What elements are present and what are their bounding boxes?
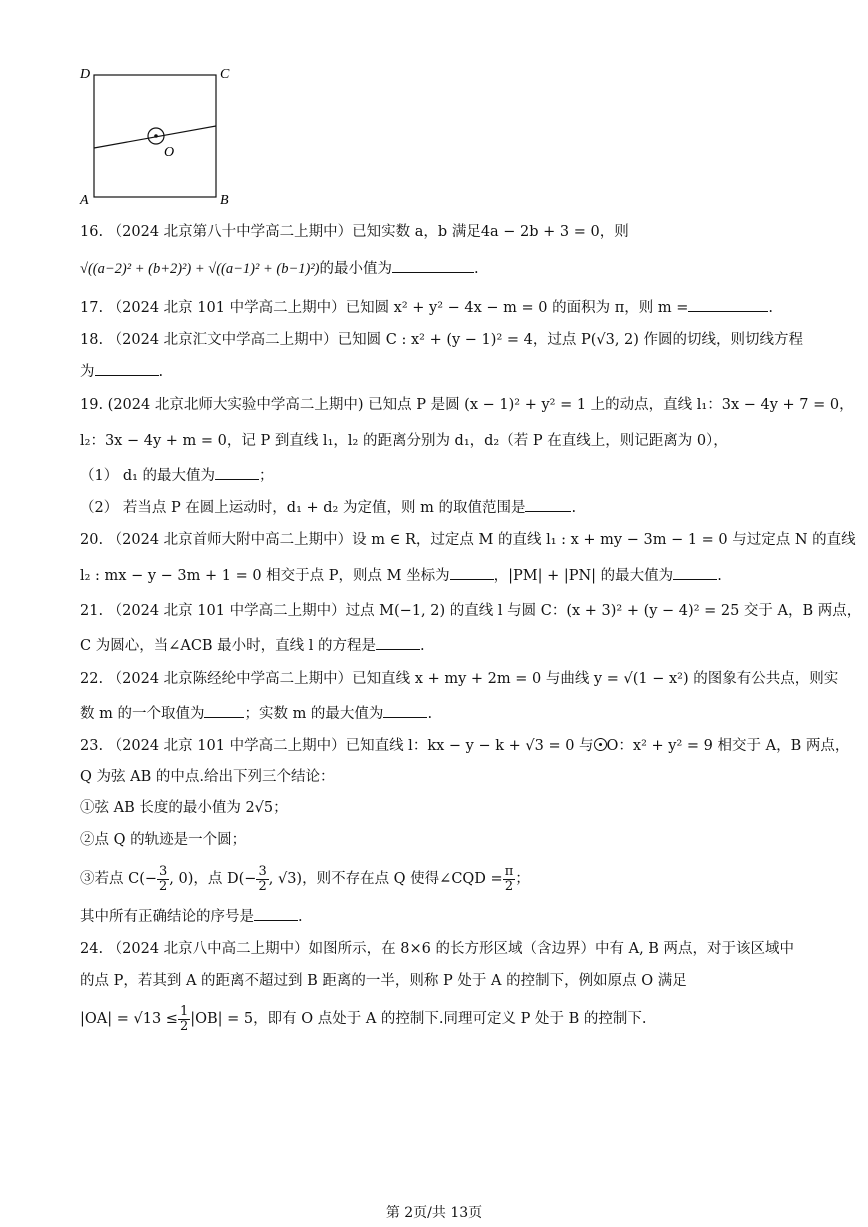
label-o: O — [164, 145, 175, 160]
q18-line1: 18. （2024 北京汇文中学高二上期中）已知圆 C : x² + (y − 1)² = 4，过点 P(√3, 2) 作圆的切线，则切线方程 — [80, 332, 804, 348]
q23-conclusion-1: ①弦 AB 长度的最小值为 2√5； — [80, 800, 288, 816]
q17-answer-blank[interactable] — [688, 297, 768, 312]
q17-line: 17. （2024 北京 101 中学高二上期中）已知圆 x² + y² − 4x − m = 0 的面积为 π，则 m = . — [80, 297, 773, 318]
q23-line6: 其中所有正确结论的序号是 . — [80, 906, 303, 927]
q19-line4: （2） 若当点 P 在圆上运动时，d₁ + d₂ 为定值，则 m 的取值范围是 . — [80, 497, 576, 518]
q24-line3: |OA| = √13 ≤ $\frac{1}{2}$ |OB| = 5，即有 O 点处于 A 的控制下.同理可定义 P 处于 B 的控制下. — [80, 1003, 647, 1034]
q24-line1: 24. （2024 北京八中高二上期中）如图所示，在 8×6 的长方形区域（含边界）中有 A, B 两点，对于该区域中 — [80, 941, 795, 957]
q22-blank-2[interactable] — [383, 703, 427, 718]
q20-blank-1[interactable] — [450, 565, 494, 580]
q16-line2: √((a−2)² + (b+2)²) + √((a−1)² + (b−1)²)的最小值为 . — [80, 258, 479, 279]
label-a: A — [80, 193, 89, 208]
q19-line1: 19. (2024 北京北师大实验中学高二上期中) 已知点 P 是圆 (x − 1)² + y² = 1 上的动点，直线 l₁：3x − 4y + 7 = 0， — [80, 397, 854, 413]
q19-line2: l₂：3x − 4y + m = 0，记 P 到直线 l₁，l₂ 的距离分别为 d₁，d₂（若 P 在直线上，则记距离为 0）， — [80, 433, 728, 449]
q16-expression: √((a−2)² + (b+2)²) + √((a−1)² + (b−1)²) — [80, 261, 320, 277]
q22-line1: 22. （2024 北京陈经纶中学高二上期中）已知直线 x + my + 2m = 0 与曲线 y = √(1 − x²) 的图象有公共点，则实 — [80, 671, 839, 687]
point-o — [154, 134, 158, 138]
q20-line1: 20. （2024 北京首师大附中高二上期中）设 m ∈ R，过定点 M 的直线 l₁ : x + my − 3m − 1 = 0 与过定点 N 的直线 — [80, 532, 856, 548]
q22-blank-1[interactable] — [204, 703, 244, 718]
q23-answer-blank[interactable] — [254, 906, 298, 921]
q21-answer-blank[interactable] — [376, 635, 420, 650]
label-d: D — [80, 67, 91, 82]
q20-blank-2[interactable] — [673, 565, 717, 580]
q19-line3: （1） d₁ 的最大值为 ； — [80, 465, 274, 486]
label-c: C — [220, 67, 230, 82]
q22-line2: 数 m 的一个取值为 ；实数 m 的最大值为 . — [80, 703, 432, 724]
q23-line1: 23. （2024 北京 101 中学高二上期中）已知直线 l：kx − y − k + √3 = 0 与 O：x² + y² = 9 相交于 A，B 两点， — [80, 738, 850, 754]
q18-answer-blank[interactable] — [95, 361, 159, 376]
q21-line1: 21. （2024 北京 101 中学高二上期中）过点 M(−1, 2) 的直线 l 与圆 C：(x + 3)² + (y − 4)² = 25 交于 A，B 两点， — [80, 603, 862, 619]
q19-part1-blank[interactable] — [215, 465, 259, 480]
q21-line2: C 为圆心，当∠ACB 最小时，直线 l 的方程是 . — [80, 635, 425, 656]
label-b: B — [220, 193, 229, 208]
q23-conclusion-2: ②点 Q 的轨迹是一个圆； — [80, 832, 247, 848]
page-footer: 第 2页/共 13页 — [385, 1205, 483, 1221]
square-figure — [78, 64, 238, 209]
q23-line2: Q 为弦 AB 的中点.给出下列三个结论： — [80, 769, 335, 785]
q24-line2: 的点 P，若其到 A 的距离不超过到 B 距离的一半，则称 P 处于 A 的控制下，例如原点 O 满足 — [80, 973, 687, 989]
q18-line2: 为 . — [80, 361, 163, 382]
q19-part2-blank[interactable] — [525, 497, 571, 512]
circle-dot-icon — [594, 738, 607, 751]
q16-answer-blank[interactable] — [392, 258, 474, 273]
q16-line1: 16. （2024 北京第八十中学高二上期中）已知实数 a，b 满足4a − 2b + 3 = 0，则 — [80, 224, 629, 240]
q23-conclusion-3: ③若点 C(− $\frac{3}{2}$ , 0)，点 D(− $\frac{3}{2}$ , √3)，则不存在点 Q 使得∠CQD = $\frac{\pi}{2}$ ； — [80, 863, 530, 894]
q20-line2: l₂ : mx − y − 3m + 1 = 0 相交于点 P，则点 M 坐标为 ，|PM| + |PN| 的最大值为 . — [80, 565, 722, 586]
